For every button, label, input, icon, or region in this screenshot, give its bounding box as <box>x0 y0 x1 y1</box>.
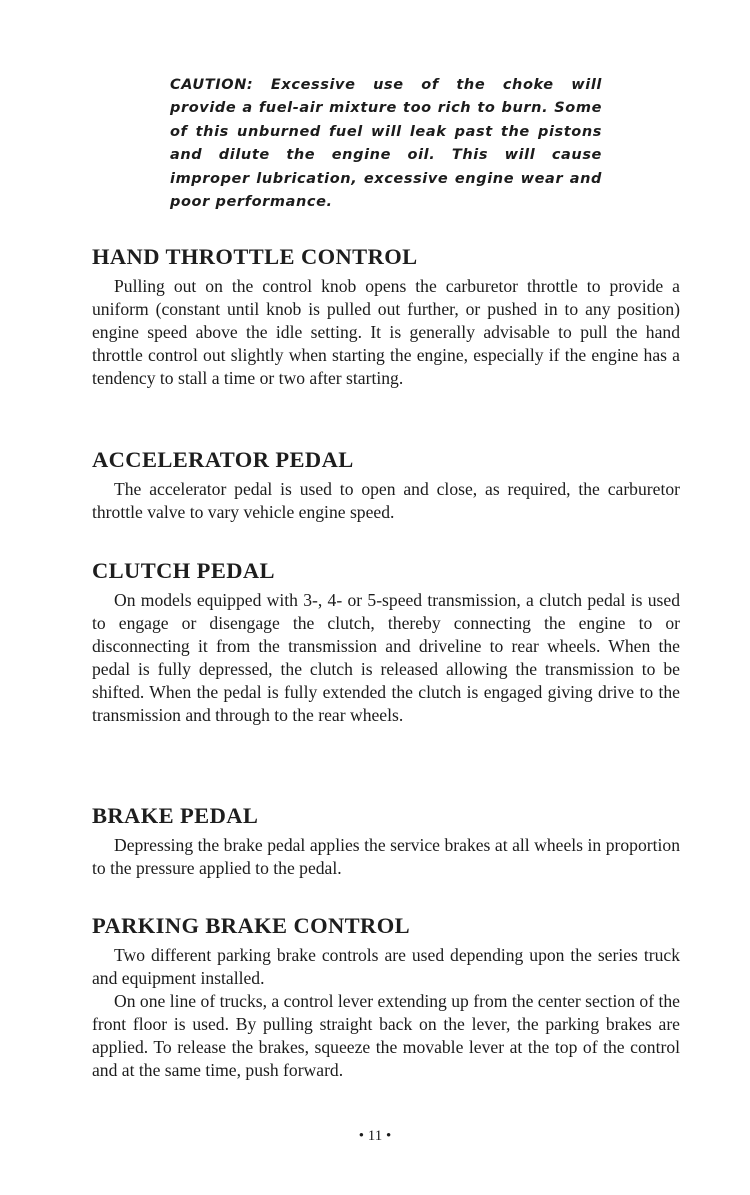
section-heading: PARKING BRAKE CONTROL <box>92 913 411 938</box>
section-heading: BRAKE PEDAL <box>92 803 259 828</box>
page-number: • 11 • <box>358 1128 392 1144</box>
section-paragraph: On models equipped with 3-, 4- or 5-speed transmission, a clutch pedal is used to engage or disengage the clutch, thereby connecting the engine to or disconnecting it from the transmission and driveline to rear wheels. When the pedal is fully depressed, the clutch is released allowing the transmission to be shifted. When the pedal is fully extended the clutch is engaged giving drive to the transmission and through to the rear wheels. <box>92 590 680 726</box>
section-paragraph: Depressing the brake pedal applies the service brakes at all wheels in proportion to the pressure applied to the pedal. <box>92 835 680 879</box>
section-hand-throttle-control <box>92 243 680 390</box>
section-heading: HAND THROTTLE CONTROL <box>92 244 418 269</box>
section-paragraph: Pulling out on the control knob opens the carburetor throttle to provide a uniform (constant until knob is pulled out further, or pushed in to any position) engine speed above the idle setting. It is generally advisable to pull the hand throttle control out slightly when starting the engine, especially if the engine has a tendency to stall a time or two after starting. <box>92 276 680 389</box>
section-heading: CLUTCH PEDAL <box>92 558 275 583</box>
section-paragraph: Two different parking brake controls are used depending upon the series truck and equipment installed. <box>92 945 680 989</box>
caution-note: CAUTION: Excessive use of the choke will provide a fuel-air mixture too rich to burn. Some of this unburned fuel will leak past the pistons and dilute the engine oil. This will cause improper lubrication, excessive engine wear and poor performance. <box>170 77 602 211</box>
section-heading: ACCELERATOR PEDAL <box>92 447 354 472</box>
section-paragraph: On one line of trucks, a control lever extending up from the center section of the front floor is used. By pulling straight back on the lever, the parking brakes are applied. To release the brakes, squeeze the movable lever at the top of the control and at the same time, push forward. <box>92 991 680 1081</box>
section-paragraph: The accelerator pedal is used to open and close, as required, the carburetor throttle valve to vary vehicle engine speed. <box>92 479 680 523</box>
section-clutch-pedal <box>92 557 680 728</box>
section-accelerator-pedal <box>92 446 680 524</box>
section-brake-pedal <box>92 802 680 880</box>
section-parking-brake-control <box>92 912 680 1083</box>
